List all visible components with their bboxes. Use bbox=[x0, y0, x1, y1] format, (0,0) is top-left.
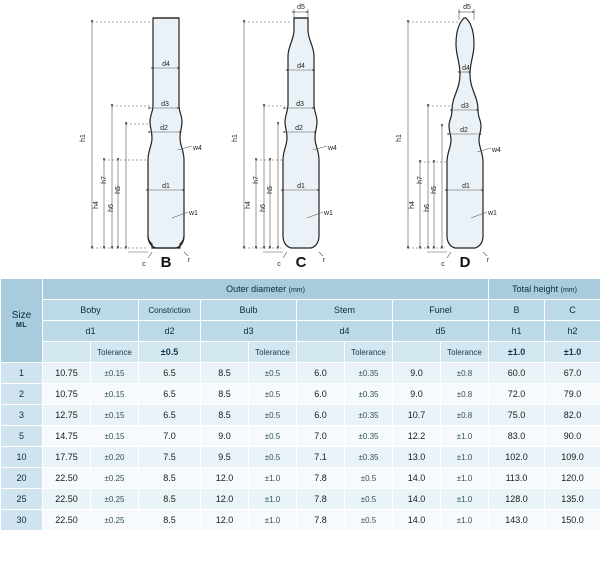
svg-text:h4: h4 bbox=[409, 201, 416, 209]
svg-text:d5: d5 bbox=[297, 4, 305, 11]
cell-size: 3 bbox=[1, 405, 43, 426]
cell-h2: 150.0 bbox=[545, 510, 600, 531]
cell-d2: 6.5 bbox=[139, 384, 201, 405]
outer-diameter-group-header bbox=[43, 279, 489, 300]
cell-d1-tol: ±0.20 bbox=[91, 447, 139, 468]
size-header-label: Size bbox=[11, 309, 32, 321]
cell-size: 5 bbox=[1, 426, 43, 447]
cell-d1-tol: ±0.15 bbox=[91, 426, 139, 447]
table-row bbox=[1, 405, 600, 426]
cell-size: 1 bbox=[1, 363, 43, 384]
svg-text:w1: w1 bbox=[324, 210, 333, 217]
cell-d5-tol: ±0.8 bbox=[441, 363, 489, 384]
drawings-svg bbox=[0, 0, 600, 278]
cell-d1-tol: ±0.25 bbox=[91, 468, 139, 489]
svg-text:h7: h7 bbox=[417, 176, 424, 184]
svg-text:h7: h7 bbox=[101, 176, 108, 184]
code-d2: d2 bbox=[139, 321, 201, 342]
table-row bbox=[1, 363, 600, 384]
tol-funel: Tolerance bbox=[441, 342, 489, 363]
tol-bulb-blank bbox=[201, 342, 249, 363]
cell-d1-tol: ±0.15 bbox=[91, 405, 139, 426]
cell-d3: 9.0 bbox=[201, 426, 249, 447]
cell-d3: 12.0 bbox=[201, 510, 249, 531]
cell-d5: 9.0 bbox=[393, 384, 441, 405]
cell-h2: 120.0 bbox=[545, 468, 600, 489]
code-d1: d1 bbox=[43, 321, 139, 342]
cell-size: 2 bbox=[1, 384, 43, 405]
cell-d4-tol: ±0.5 bbox=[345, 510, 393, 531]
cell-d1: 17.75 bbox=[43, 447, 91, 468]
svg-text:h6: h6 bbox=[108, 204, 115, 212]
cell-d5: 10.7 bbox=[393, 405, 441, 426]
code-d3: d3 bbox=[201, 321, 297, 342]
cell-d3-tol: ±0.5 bbox=[249, 405, 297, 426]
svg-text:h1: h1 bbox=[80, 134, 87, 142]
svg-text:w1: w1 bbox=[189, 210, 198, 217]
table-row bbox=[1, 510, 600, 531]
cell-d1: 14.75 bbox=[43, 426, 91, 447]
svg-text:d4: d4 bbox=[162, 61, 170, 68]
header-bulb: Bulb bbox=[201, 300, 297, 321]
table-row bbox=[1, 489, 600, 510]
cell-d2: 7.0 bbox=[139, 426, 201, 447]
cell-d5-tol: ±0.8 bbox=[441, 405, 489, 426]
cell-d5-tol: ±1.0 bbox=[441, 426, 489, 447]
cell-h1: 113.0 bbox=[489, 468, 545, 489]
total-height-unit: (mm) bbox=[560, 287, 577, 294]
code-d5: d5 bbox=[393, 321, 489, 342]
cell-d5-tol: ±1.0 bbox=[441, 468, 489, 489]
cell-d4-tol: ±0.35 bbox=[345, 384, 393, 405]
svg-text:d2: d2 bbox=[460, 127, 468, 134]
cell-d2: 6.5 bbox=[139, 405, 201, 426]
table-header-tolerances bbox=[1, 342, 600, 363]
tol-constriction: ±0.5 bbox=[139, 342, 201, 363]
cell-d4: 7.8 bbox=[297, 489, 345, 510]
cell-size: 10 bbox=[1, 447, 43, 468]
cell-d4-tol: ±0.35 bbox=[345, 426, 393, 447]
svg-text:h5: h5 bbox=[431, 186, 438, 194]
header-body: Boby bbox=[43, 300, 139, 321]
cell-d4: 6.0 bbox=[297, 363, 345, 384]
cell-d3: 9.5 bbox=[201, 447, 249, 468]
table-row bbox=[1, 384, 600, 405]
cell-d4-tol: ±0.5 bbox=[345, 489, 393, 510]
code-h1: h1 bbox=[489, 321, 545, 342]
svg-text:r: r bbox=[486, 257, 490, 264]
cell-d3-tol: ±1.0 bbox=[249, 468, 297, 489]
cell-d5: 14.0 bbox=[393, 489, 441, 510]
cell-d5-tol: ±0.8 bbox=[441, 384, 489, 405]
cell-d4: 7.1 bbox=[297, 447, 345, 468]
tol-funel-blank bbox=[393, 342, 441, 363]
cell-h1: 102.0 bbox=[489, 447, 545, 468]
header-height-b: B bbox=[489, 300, 545, 321]
cell-d4: 6.0 bbox=[297, 405, 345, 426]
outer-diameter-title: Outer diameter bbox=[226, 284, 287, 294]
cell-d1: 22.50 bbox=[43, 489, 91, 510]
cell-d5: 14.0 bbox=[393, 468, 441, 489]
cell-d5: 12.2 bbox=[393, 426, 441, 447]
cell-d3: 12.0 bbox=[201, 489, 249, 510]
cell-d1-tol: ±0.15 bbox=[91, 363, 139, 384]
header-height-c: C bbox=[545, 300, 600, 321]
cell-d5: 14.0 bbox=[393, 510, 441, 531]
table-row bbox=[1, 468, 600, 489]
tol-bulb: Tolerance bbox=[249, 342, 297, 363]
cell-h1: 143.0 bbox=[489, 510, 545, 531]
svg-text:d5: d5 bbox=[463, 4, 471, 11]
tol-body: Tolerance bbox=[91, 342, 139, 363]
svg-text:c: c bbox=[441, 261, 445, 268]
cell-h1: 60.0 bbox=[489, 363, 545, 384]
table-row bbox=[1, 426, 600, 447]
svg-text:d3: d3 bbox=[461, 103, 469, 110]
cell-d2: 8.5 bbox=[139, 489, 201, 510]
svg-text:w4: w4 bbox=[492, 147, 501, 154]
cell-d1-tol: ±0.15 bbox=[91, 384, 139, 405]
cell-d3-tol: ±0.5 bbox=[249, 447, 297, 468]
cell-d4: 6.0 bbox=[297, 384, 345, 405]
cell-h2: 82.0 bbox=[545, 405, 600, 426]
figure-c bbox=[283, 18, 319, 248]
cell-d4: 7.8 bbox=[297, 468, 345, 489]
cell-d2: 6.5 bbox=[139, 363, 201, 384]
svg-text:d1: d1 bbox=[297, 183, 305, 190]
cell-d3-tol: ±1.0 bbox=[249, 510, 297, 531]
cell-d3: 8.5 bbox=[201, 405, 249, 426]
cell-size: 20 bbox=[1, 468, 43, 489]
cell-d4-tol: ±0.5 bbox=[345, 468, 393, 489]
cell-h2: 79.0 bbox=[545, 384, 600, 405]
svg-text:h5: h5 bbox=[115, 186, 122, 194]
cell-h2: 90.0 bbox=[545, 426, 600, 447]
cell-h1: 75.0 bbox=[489, 405, 545, 426]
size-header-unit: ML bbox=[15, 322, 28, 330]
ampoule-drawings bbox=[0, 0, 600, 278]
cell-d5: 13.0 bbox=[393, 447, 441, 468]
total-height-title: Total height bbox=[512, 284, 559, 294]
svg-text:h6: h6 bbox=[424, 204, 431, 212]
svg-text:w4: w4 bbox=[193, 145, 202, 152]
cell-h1: 128.0 bbox=[489, 489, 545, 510]
outer-diameter-unit: (mm) bbox=[288, 287, 305, 294]
tol-stem-blank bbox=[297, 342, 345, 363]
cell-h2: 109.0 bbox=[545, 447, 600, 468]
svg-text:d4: d4 bbox=[297, 63, 305, 70]
cell-d4: 7.0 bbox=[297, 426, 345, 447]
table-header-groups bbox=[1, 279, 600, 300]
cell-d1: 22.50 bbox=[43, 510, 91, 531]
svg-text:h5: h5 bbox=[267, 186, 274, 194]
tol-h1: ±1.0 bbox=[489, 342, 545, 363]
cell-d4-tol: ±0.35 bbox=[345, 447, 393, 468]
cell-d4-tol: ±0.35 bbox=[345, 363, 393, 384]
size-header-cell bbox=[1, 279, 43, 363]
header-constriction: Constriction bbox=[139, 300, 201, 321]
cell-h1: 72.0 bbox=[489, 384, 545, 405]
tol-stem: Tolerance bbox=[345, 342, 393, 363]
cell-d4-tol: ±0.35 bbox=[345, 405, 393, 426]
figure-b bbox=[148, 18, 184, 248]
cell-d3-tol: ±0.5 bbox=[249, 384, 297, 405]
svg-text:d4: d4 bbox=[462, 65, 470, 72]
svg-text:d1: d1 bbox=[462, 183, 470, 190]
cell-d1: 12.75 bbox=[43, 405, 91, 426]
cell-d1-tol: ±0.25 bbox=[91, 489, 139, 510]
figure-label-c: C bbox=[295, 254, 307, 271]
svg-text:r: r bbox=[322, 257, 326, 264]
svg-text:d1: d1 bbox=[162, 183, 170, 190]
svg-text:d3: d3 bbox=[161, 101, 169, 108]
cell-d3-tol: ±0.5 bbox=[249, 363, 297, 384]
cell-d1: 10.75 bbox=[43, 384, 91, 405]
cell-d1: 22.50 bbox=[43, 468, 91, 489]
cell-size: 25 bbox=[1, 489, 43, 510]
cell-d3: 12.0 bbox=[201, 468, 249, 489]
svg-text:w4: w4 bbox=[328, 145, 337, 152]
svg-text:d2: d2 bbox=[160, 125, 168, 132]
cell-d2: 7.5 bbox=[139, 447, 201, 468]
code-d4: d4 bbox=[297, 321, 393, 342]
svg-text:h7: h7 bbox=[253, 176, 260, 184]
svg-text:c: c bbox=[277, 261, 281, 268]
svg-text:h1: h1 bbox=[396, 134, 403, 142]
tol-h2: ±1.0 bbox=[545, 342, 600, 363]
cell-d5: 9.0 bbox=[393, 363, 441, 384]
svg-text:d3: d3 bbox=[296, 101, 304, 108]
svg-text:w1: w1 bbox=[488, 210, 497, 217]
figure-label-d: D bbox=[459, 254, 471, 271]
svg-text:d2: d2 bbox=[295, 125, 303, 132]
cell-d5-tol: ±1.0 bbox=[441, 510, 489, 531]
svg-text:h6: h6 bbox=[260, 204, 267, 212]
cell-d3: 8.5 bbox=[201, 363, 249, 384]
table-header-sections bbox=[1, 300, 600, 321]
header-funel: Funel bbox=[393, 300, 489, 321]
cell-h1: 83.0 bbox=[489, 426, 545, 447]
cell-h2: 67.0 bbox=[545, 363, 600, 384]
cell-d5-tol: ±1.0 bbox=[441, 447, 489, 468]
total-height-group-header bbox=[489, 279, 600, 300]
cell-d3-tol: ±1.0 bbox=[249, 489, 297, 510]
cell-h2: 135.0 bbox=[545, 489, 600, 510]
figure-label-b: B bbox=[160, 254, 172, 271]
cell-d1: 10.75 bbox=[43, 363, 91, 384]
cell-d3-tol: ±0.5 bbox=[249, 426, 297, 447]
tol-body-blank bbox=[43, 342, 91, 363]
svg-text:h4: h4 bbox=[93, 201, 100, 209]
header-stem: Stem bbox=[297, 300, 393, 321]
cell-d3: 8.5 bbox=[201, 384, 249, 405]
svg-text:c: c bbox=[142, 261, 146, 268]
svg-text:r: r bbox=[187, 257, 191, 264]
code-h2: h2 bbox=[545, 321, 600, 342]
cell-d2: 8.5 bbox=[139, 510, 201, 531]
svg-text:h4: h4 bbox=[245, 201, 252, 209]
table-row bbox=[1, 447, 600, 468]
cell-size: 30 bbox=[1, 510, 43, 531]
svg-text:h1: h1 bbox=[232, 134, 239, 142]
cell-d1-tol: ±0.25 bbox=[91, 510, 139, 531]
cell-d5-tol: ±1.0 bbox=[441, 489, 489, 510]
cell-d4: 7.8 bbox=[297, 510, 345, 531]
specification-table bbox=[0, 278, 600, 531]
table-header-codes bbox=[1, 321, 600, 342]
cell-d2: 8.5 bbox=[139, 468, 201, 489]
